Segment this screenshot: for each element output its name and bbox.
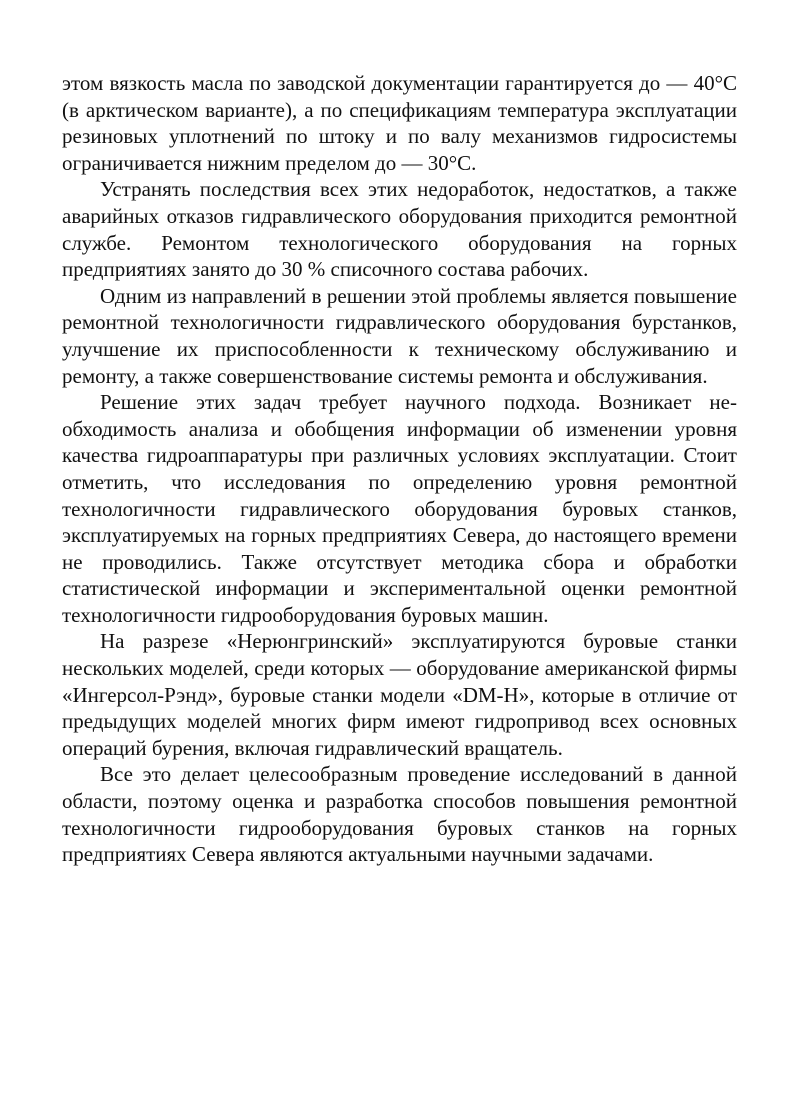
page-body (62, 70, 737, 868)
paragraph-continuation: этом вязкость масла по заводской документации гарантируется до — 40°С (в арктическом варианте), а по спецификациям температура эксплуатации резиновых уплотнений по штоку и по валу механизмов гидросистемы ограничивается нижним пределом до — 30°С. (62, 71, 737, 175)
paragraph-scientific-approach: Решение этих задач требует научного подхода. Возникает необходимость анализа и обобщения информации об изменении уровня качества гидроаппаратуры при различных условиях эксплуатации. Стоит отметить, что исследования по определению уровня ремонтной технологичности гидравлического оборудования буровых станков, эксплуатируемых на горных предприятиях Севера, до настоящего времени не проводились. Также отсутствует методика сбора и обработки статистической информации и экспериментальной оценки ремонтной технологичности гидрооборудования буровых машин. (62, 390, 737, 627)
paragraph-conclusion: Все это делает целесообразным проведение исследований в данной области, поэтому оценка и разработка способов повышения ремонтной технологичности гидрооборудования буровых станков на горных предприятиях Севера являются актуальными научными задачами. (62, 762, 737, 867)
paragraph-problem-direction: Одним из направлений в решении этой проблемы является повышение ремонтной технологичности гидравлического оборудования бурстанков, улучшение их приспособленности к техническому обслуживанию и ремонту, а также совершенствование системы ремонта и обслуживания. (62, 283, 737, 388)
paragraph-repair-service: Устранять последствия всех этих недоработок, недостатков, а также аварийных отказов гидравлического оборудования приходится ремонтной службе. Ремонтом технологического оборудования на горных предприятиях занято до 30 % списочного состава рабочих. (62, 177, 737, 282)
paragraph-neryungri-mine: На разрезе «Нерюнгринский» эксплуатируются буровые станки нескольких моделей, среди которых — оборудование американской фирмы «Ингерсол-Рэнд», буровые станки модели «DM-H», которые в отличие от предыдущих моделей многих фирм имеют гидропривод всех основных операций бурения, включая гидравлический вращатель. (62, 629, 737, 760)
